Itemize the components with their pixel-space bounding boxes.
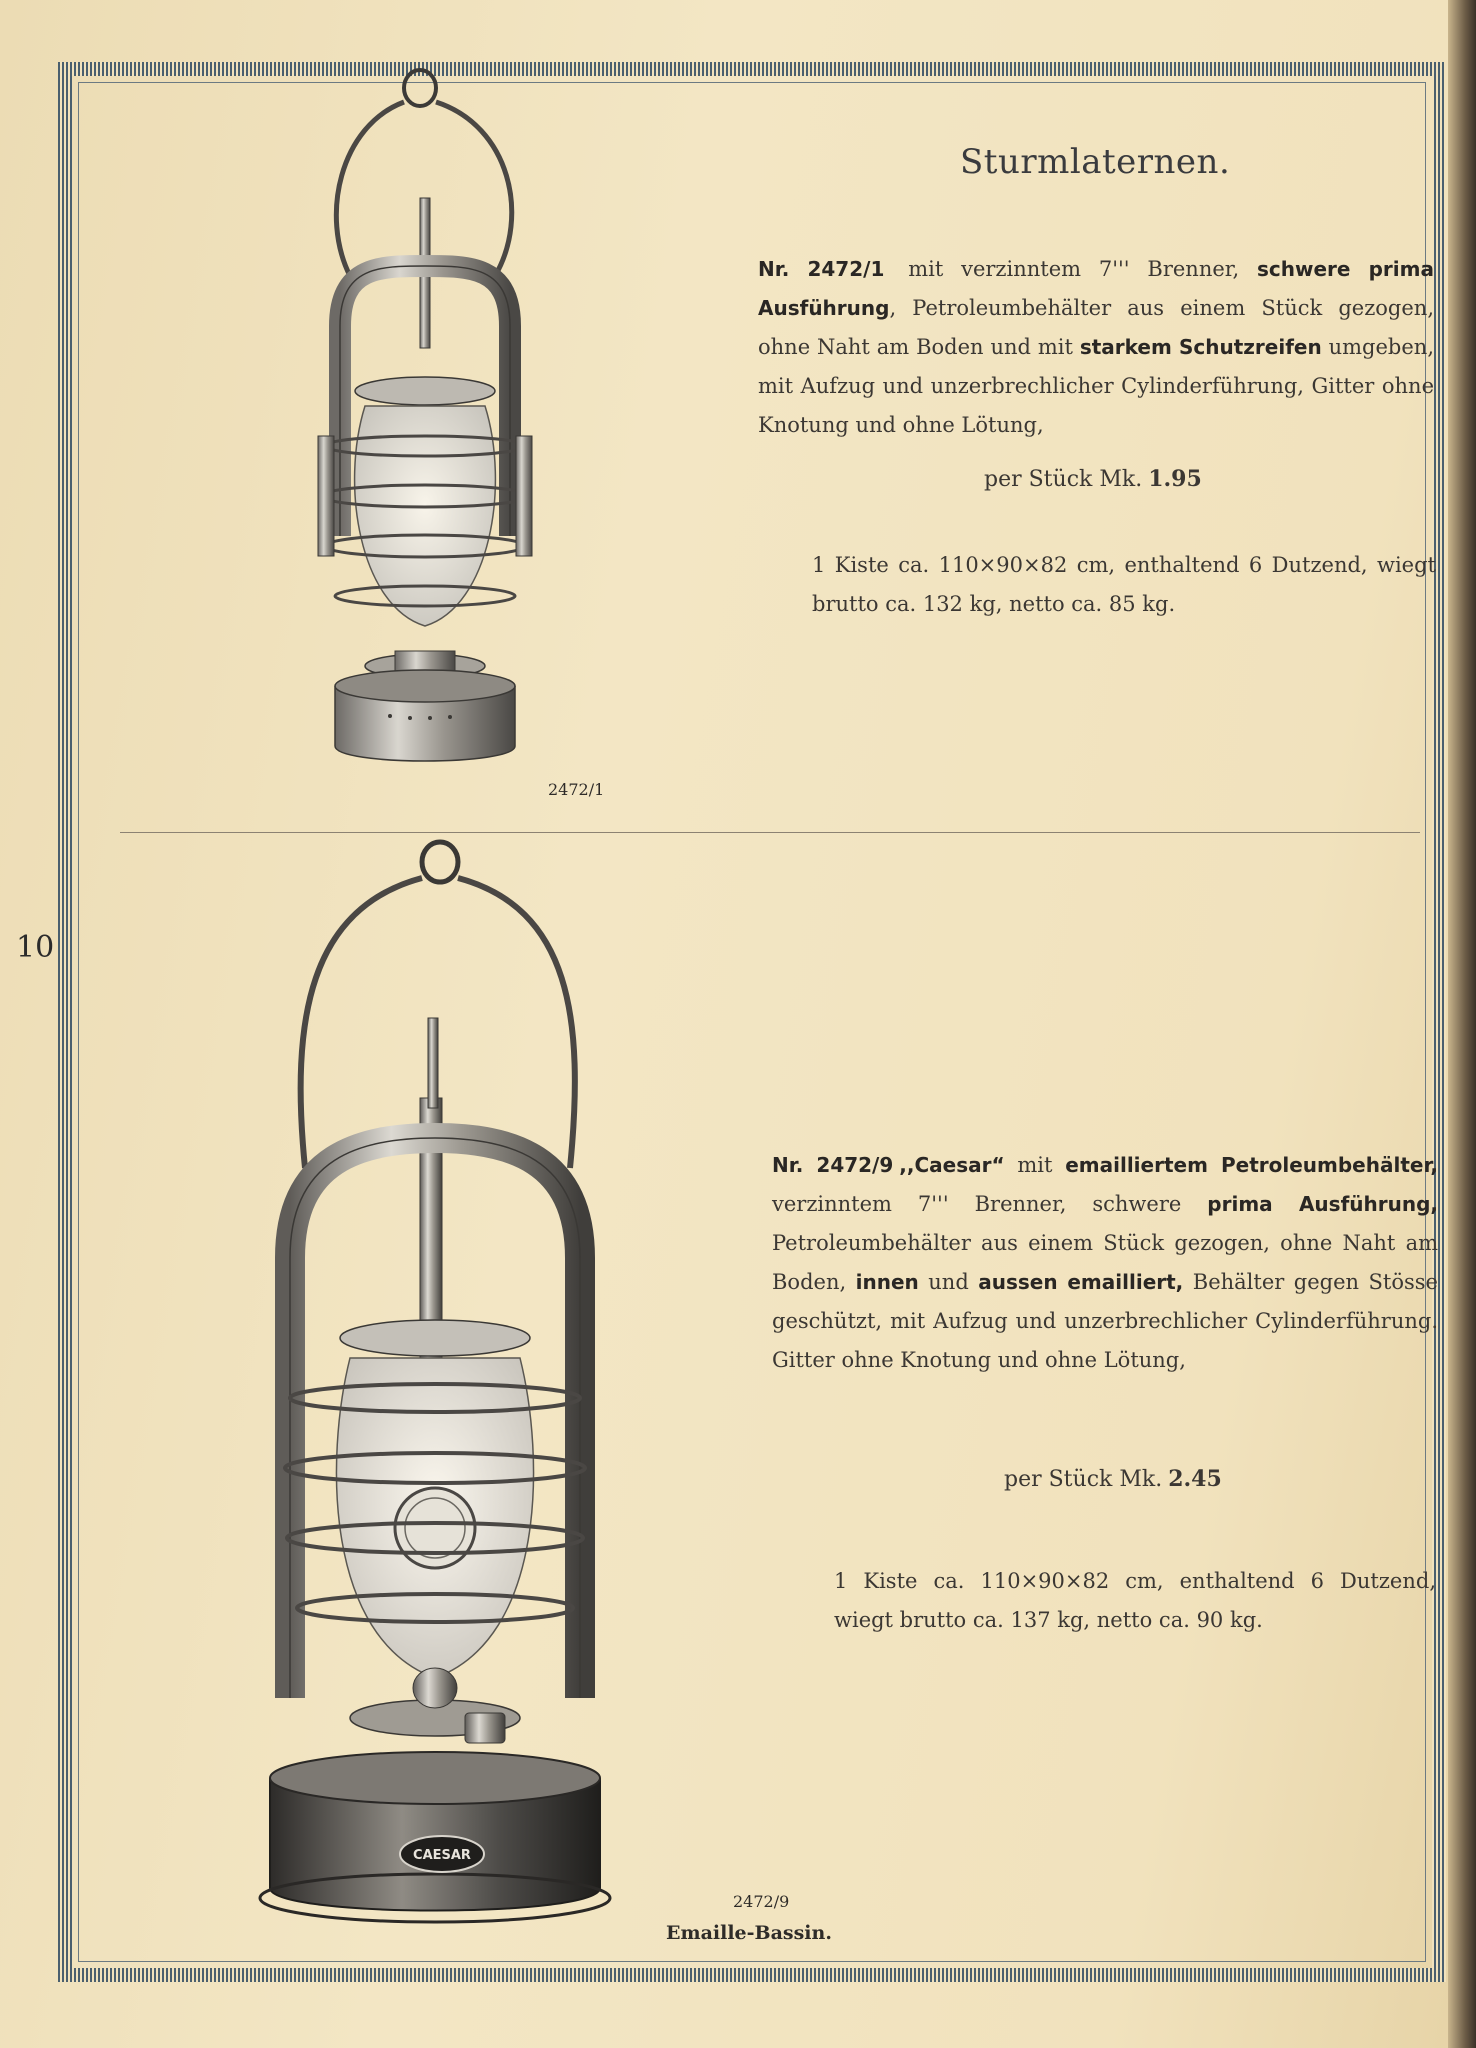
page-title: Sturmlaternen. xyxy=(960,142,1231,182)
storm-lantern-illustration xyxy=(280,66,610,826)
figure-caption-2472-1: 2472/1 xyxy=(548,780,605,799)
product-number: Nr. 2472/9 xyxy=(772,1153,894,1177)
product-description-2472-1: Nr. 2472/1 mit verzinntem 7''' Brenner, schwere prima Ausführung, Petroleumbehälter aus einem Stück gezogen, ohne Naht am Boden und mit starkem Schutzreifen umgeben, mit Aufzug und unzerbrechlicher Cylinderführung, Gitter ohne Knotung und ohne Lötung, xyxy=(758,257,1434,437)
book-spine-shadow xyxy=(1448,0,1476,2048)
price-2472-9 xyxy=(1004,1466,1222,1492)
figure-caption-2472-9: 2472/9 xyxy=(733,1892,790,1911)
price-label: per Stück Mk. xyxy=(984,467,1143,492)
price-label: per Stück Mk. xyxy=(1004,1467,1163,1492)
storm-lantern-caesar-illustration xyxy=(230,838,670,1958)
price-value: 1.95 xyxy=(1148,466,1202,492)
price-2472-1 xyxy=(984,466,1202,492)
case-info-2472-1: 1 Kiste ca. 110×90×82 cm, enthaltend 6 Dutzend, wiegt brutto ca. 132 kg, netto ca. 85 kg. xyxy=(812,553,1436,616)
page-number: 10 xyxy=(16,930,55,965)
case-info-2472-9: 1 Kiste ca. 110×90×82 cm, enthaltend 6 Dutzend, wiegt brutto ca. 137 kg, netto ca. 90 kg. xyxy=(834,1569,1436,1632)
product-description-2472-9: Nr. 2472/9 ,,Caesar“ mit emailliertem Petroleumbehälter, verzinntem 7''' Brenner, schwere prima Ausführung, Petroleumbehälter aus einem Stück gezogen, ohne Naht am Boden, innen und aussen emailliert, Behälter gegen Stösse geschützt, mit Aufzug und unzerbrechlicher Cylinderführung. Gitter ohne Knotung und ohne Lötung, xyxy=(772,1153,1438,1372)
price-value: 2.45 xyxy=(1168,1466,1222,1492)
product-number: Nr. 2472/1 xyxy=(758,257,885,281)
caesar-badge: CAESAR xyxy=(413,1848,471,1863)
figure-subcaption-emaille: Emaille-Bassin. xyxy=(666,1922,832,1944)
section-divider xyxy=(120,832,1420,833)
